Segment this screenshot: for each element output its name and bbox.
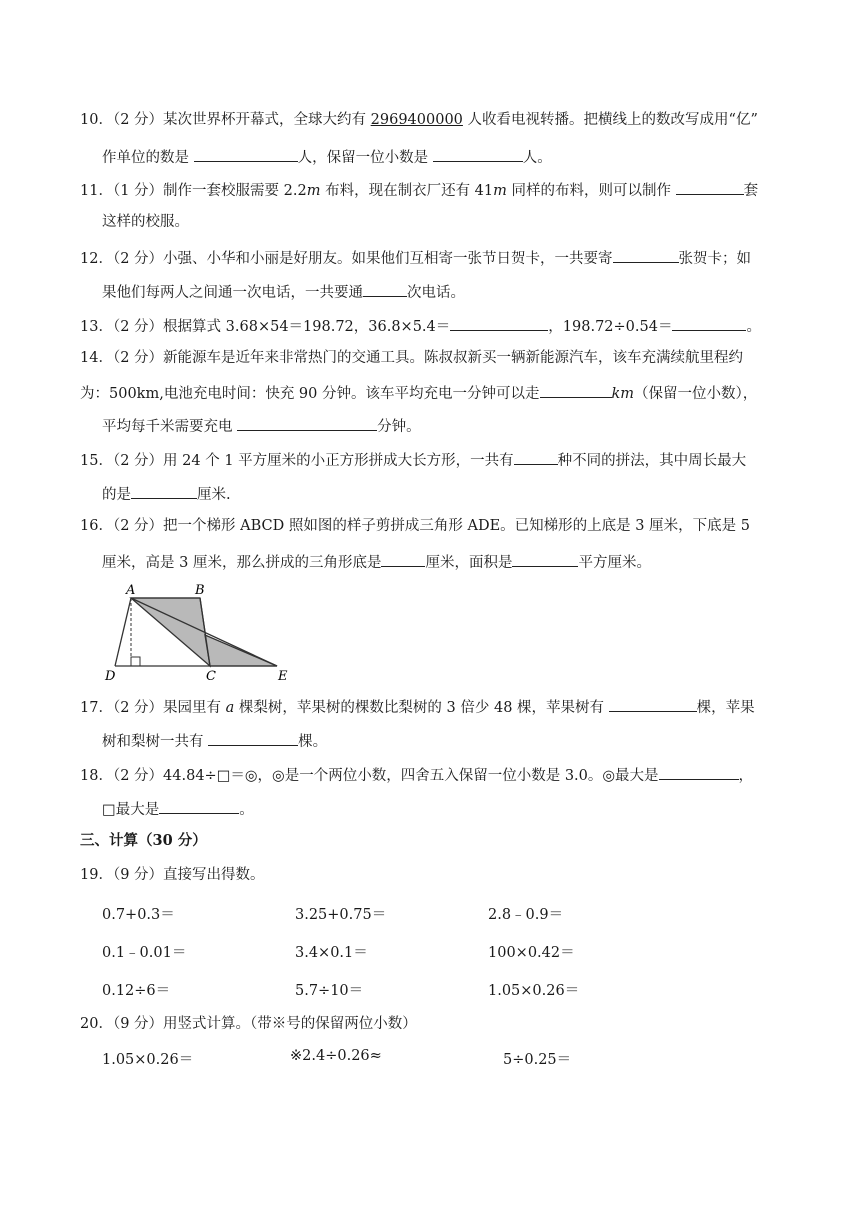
question-text: 这样的校服。: [102, 214, 189, 230]
question-number: 12．: [80, 251, 113, 267]
label-c: C: [206, 669, 216, 684]
question-text: 直接写出得数。: [163, 867, 265, 883]
question-text: 根据算式 3.68×54＝198.72，36.8×5.4＝: [163, 319, 451, 335]
question-text: 棵梨树，苹果树的棵数比梨树的 3 倍少 48 棵，苹果树有: [234, 700, 609, 716]
calc-item: 5÷0.25＝: [503, 1052, 572, 1068]
question-number: 16．: [80, 518, 113, 534]
q15-line1: [80, 448, 746, 471]
question-score: （9 分）: [112, 1016, 164, 1032]
answer-blank[interactable]: [433, 145, 523, 162]
question-number: 14．: [80, 350, 113, 366]
calc-item: 5.7÷10＝: [295, 983, 364, 999]
q12-line2: [102, 280, 465, 303]
q11-line1: [80, 178, 758, 201]
calc-item: 0.12÷6＝: [102, 983, 171, 999]
question-text: 果园里有: [163, 700, 226, 716]
answer-blank[interactable]: [237, 414, 377, 431]
question-text: 新能源车是近年来非常热门的交通工具。陈叔叔新买一辆新能源汽车，该车充满续航里程约: [163, 350, 744, 366]
question-text: 人，保留一位小数是: [297, 150, 433, 166]
right-angle-mark: [131, 657, 140, 666]
question-text: 棵。: [298, 734, 328, 750]
q14-line1: [80, 348, 743, 368]
question-score: （2 分）: [112, 768, 164, 784]
question-number: 20．: [80, 1016, 113, 1032]
label-a: A: [126, 583, 136, 598]
q18-line2: [102, 797, 254, 820]
trapezoid-figure: [100, 580, 300, 684]
calc-item: 0.7+0.3＝: [102, 907, 175, 923]
calc-item: 3.4×0.1＝: [295, 945, 368, 961]
question-text: 作单位的数是: [102, 150, 194, 166]
calc-item: 1.05×0.26＝: [488, 983, 580, 999]
question-number: 18．: [80, 768, 113, 784]
question-text: 树和梨树一共有: [102, 734, 209, 750]
question-text: 布料，现在制衣厂还有 41: [320, 183, 494, 199]
calc-item: ※2.4÷0.26≈: [290, 1048, 382, 1064]
answer-blank[interactable]: [363, 280, 407, 297]
question-text: 分钟。: [377, 419, 421, 435]
answer-blank[interactable]: [450, 314, 548, 331]
question-text: 套: [743, 183, 759, 199]
question-score: （2 分）: [112, 453, 164, 469]
q17-line2: [102, 729, 327, 752]
question-score: （2 分）: [112, 350, 164, 366]
question-text: 制作一套校服需要 2.2: [163, 183, 307, 199]
question-score: （2 分）: [112, 251, 164, 267]
question-text: 为：500km,电池充电时间：快充 90 分钟。该车平均充电一分钟可以走: [80, 386, 540, 402]
question-score: （9 分）: [112, 867, 164, 883]
answer-blank[interactable]: [381, 550, 425, 567]
question-text: 。: [239, 802, 254, 818]
variable-text: a: [225, 700, 235, 716]
question-text: 人。: [522, 150, 552, 166]
q12-line1: [80, 246, 751, 269]
answer-blank[interactable]: [659, 763, 739, 780]
q19-line1: [80, 865, 265, 885]
question-number: 17．: [80, 700, 113, 716]
underlined-number: 2969400000: [370, 112, 463, 128]
q14-line2: [80, 381, 757, 404]
question-text: 平均每千米需要充电: [102, 419, 238, 435]
question-text: 同样的布料，则可以制作: [506, 183, 676, 199]
question-text: 张贺卡；如: [678, 251, 752, 267]
question-number: 13．: [80, 319, 113, 335]
q10-line1: [80, 110, 758, 130]
q18-line1: [80, 763, 753, 786]
question-text: □最大是: [102, 802, 160, 818]
calc-item: 3.25+0.75＝: [295, 907, 387, 923]
label-b: B: [195, 583, 205, 598]
answer-blank[interactable]: [613, 246, 679, 263]
answer-blank[interactable]: [159, 797, 239, 814]
segment-ad: [115, 598, 131, 666]
question-text: 果他们每两人之间通一次电话，一共要通: [102, 285, 363, 301]
question-text: ，198.72÷0.54＝: [548, 319, 673, 335]
q10-line2: [102, 145, 552, 168]
q17-line1: [80, 695, 755, 718]
question-text: 44.84÷□＝◎，◎是一个两位小数，四舍五入保留一位小数是 3.0。◎最大是: [163, 768, 659, 784]
unit-text: km: [611, 386, 635, 402]
question-text: ，: [738, 768, 754, 784]
calc-item: 1.05×0.26＝: [102, 1052, 194, 1068]
q11-line2: [102, 212, 189, 232]
answer-blank[interactable]: [131, 482, 197, 499]
question-text: 。: [746, 319, 761, 335]
question-score: （1 分）: [112, 183, 164, 199]
section-title: 三、计算（30 分）: [80, 832, 207, 849]
question-text: 厘米.: [197, 487, 231, 503]
question-score: （2 分）: [112, 112, 164, 128]
shaded-triangle-top: [131, 598, 210, 666]
answer-blank[interactable]: [672, 314, 746, 331]
question-number: 19．: [80, 867, 113, 883]
question-text: 平方厘米。: [578, 555, 651, 571]
q15-line2: [102, 482, 231, 505]
question-text: （保留一位小数），: [634, 386, 758, 402]
question-score: （2 分）: [112, 319, 164, 335]
label-d: D: [105, 669, 116, 684]
question-score: （2 分）: [112, 700, 164, 716]
q20-line1: [80, 1014, 417, 1034]
question-text: 厘米，高是 3 厘米，那么拼成的三角形底是: [102, 555, 382, 571]
question-text: 棵，苹果: [696, 700, 755, 716]
calc-item: 0.1﹣0.01＝: [102, 945, 187, 961]
question-number: 11．: [80, 183, 113, 199]
q16-line1: [80, 516, 750, 536]
answer-blank[interactable]: [676, 178, 744, 195]
question-text: 次电话。: [407, 285, 465, 301]
question-number: 15．: [80, 453, 113, 469]
unit-text: m: [493, 183, 507, 199]
question-text: 用竖式计算。（带※号的保留两位小数）: [163, 1016, 417, 1032]
answer-blank[interactable]: [609, 695, 697, 712]
question-text: 厘米，面积是: [425, 555, 513, 571]
q16-line2: [102, 550, 651, 573]
question-text: 小强、小华和小丽是好朋友。如果他们互相寄一张节日贺卡，一共要寄: [163, 251, 613, 267]
calc-item: 2.8﹣0.9＝: [488, 907, 564, 923]
question-number: 10．: [80, 112, 113, 128]
question-text: 用 24 个 1 平方厘米的小正方形拼成大长方形，一共有: [163, 453, 514, 469]
label-e: E: [278, 669, 288, 684]
answer-blank[interactable]: [208, 729, 298, 746]
question-score: （2 分）: [112, 518, 164, 534]
question-text: 把一个梯形 ABCD 照如图的样子剪拼成三角形 ADE。已知梯形的上底是 3 厘米，下底是 5: [163, 518, 750, 534]
answer-blank[interactable]: [512, 550, 578, 567]
question-text: 种不同的拼法，其中周长最大: [557, 453, 747, 469]
answer-blank[interactable]: [540, 381, 612, 398]
question-text: 某次世界杯开幕式，全球大约有: [163, 112, 371, 128]
q14-line3: [102, 414, 421, 437]
calc-item: 100×0.42＝: [488, 945, 575, 961]
unit-text: m: [306, 183, 321, 199]
question-text: 的是: [102, 487, 131, 503]
answer-blank[interactable]: [514, 448, 558, 465]
q13-line1: [80, 314, 761, 337]
question-text: 人收看电视转播。把横线上的数改写成用“亿”: [462, 112, 758, 128]
answer-blank[interactable]: [194, 145, 298, 162]
